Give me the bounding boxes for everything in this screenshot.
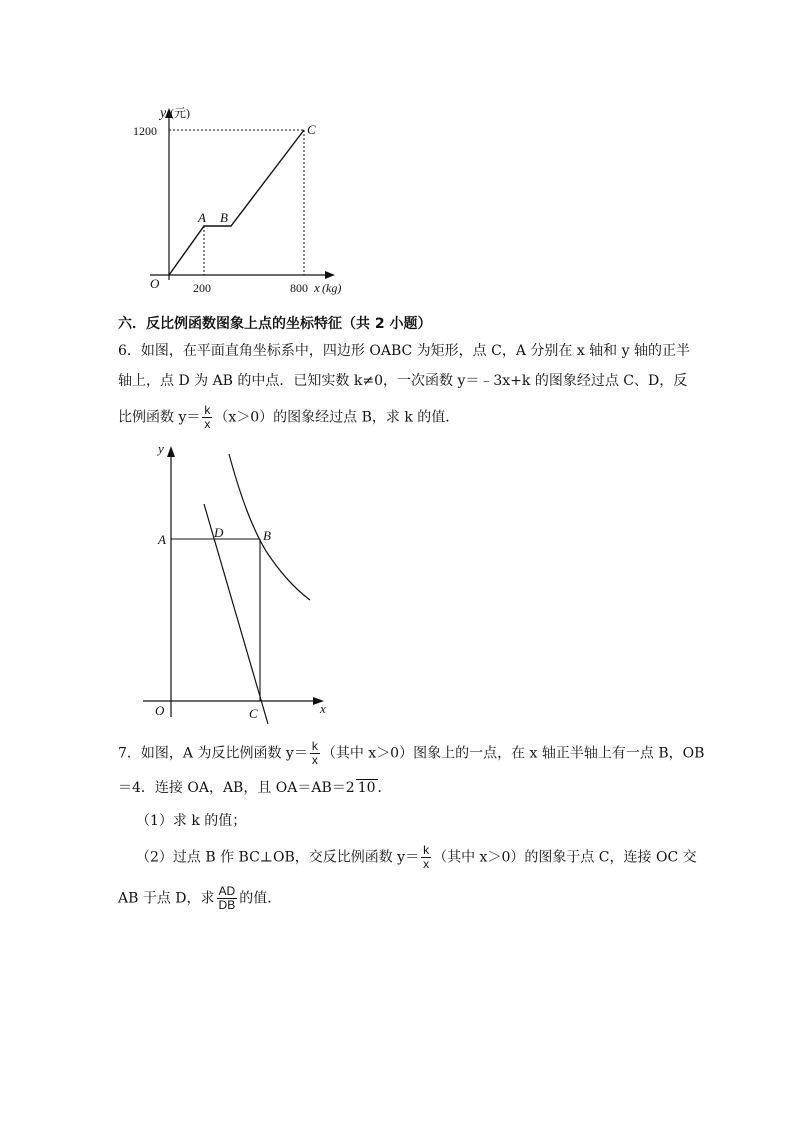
origin-label: O	[150, 276, 160, 291]
x-label: x	[314, 280, 320, 295]
q7-sub1: （1）求 k 的值；	[136, 813, 247, 829]
point-c-label: C	[249, 706, 258, 721]
point-b-label: B	[263, 528, 271, 543]
y-label: y	[160, 106, 167, 121]
q6-line2: 轴上，点 D 为 AB 的中点．已知实数 k≠0，一次函数 y＝﹣3x+k 的图象经过点 C、D，反	[118, 373, 688, 389]
q7-sub2-line2: AB 于点 D，求 $\frac{AD}{DB}$ 的值．	[118, 884, 282, 912]
q6-line3-pre: 比例函数 y＝	[118, 409, 201, 426]
y-label: y	[158, 441, 164, 456]
origin-label: O	[155, 703, 165, 718]
x-unit: (kg)	[322, 281, 342, 295]
y-unit: (元)	[170, 106, 190, 120]
point-d-label: D	[214, 525, 224, 540]
y-axis-arrow	[167, 446, 175, 457]
q7-line1: 7．如图，A 为反比例函数 y＝ $\frac{k}{x}$ （其中 x＞0）图象上的一点，在 x 轴正半轴上有一点 B，OB	[118, 739, 705, 767]
point-b-label: B	[220, 210, 228, 225]
q7-fraction: $\frac{k}{x}$	[311, 739, 318, 767]
q7-sub2: （2）过点 B 作 BC⊥OB，交反比例函数 y＝ $\frac{k}{x}$ （其中 x＞0）的图象于点 C，连接 OC 交	[136, 843, 697, 871]
point-a-label: A	[198, 210, 206, 225]
x-tick-800: 800	[290, 281, 308, 295]
ad-db-fraction: $\frac{AD}{DB}$	[218, 884, 236, 912]
y-tick-1200: 1200	[133, 124, 157, 138]
q6-line1: 6．如图，在平面直角坐标系中，四边形 OABC 为矩形，点 C，A 分别在 x 轴和 y 轴的正半	[118, 343, 690, 359]
q6-line3-post: （x＞0）的图象经过点 B，求 k 的值．	[214, 409, 460, 426]
sqrt-10: 10	[357, 780, 376, 796]
q7-sub2-fraction: $\frac{k}{x}$	[423, 843, 430, 871]
x-tick-200: 200	[193, 281, 211, 295]
q6-fraction: $\frac{k}{x}$	[204, 403, 211, 431]
q7-line2: ＝4．连接 OA，AB，且 OA＝AB＝2 10 ．	[118, 780, 392, 796]
point-a-label: A	[158, 532, 166, 547]
section-heading: 六．反比例函数图象上点的坐标特征（共 2 小题）	[118, 316, 432, 332]
x-label: x	[320, 701, 326, 716]
point-c-label: C	[307, 122, 316, 137]
hyperbola-curve	[229, 454, 310, 600]
